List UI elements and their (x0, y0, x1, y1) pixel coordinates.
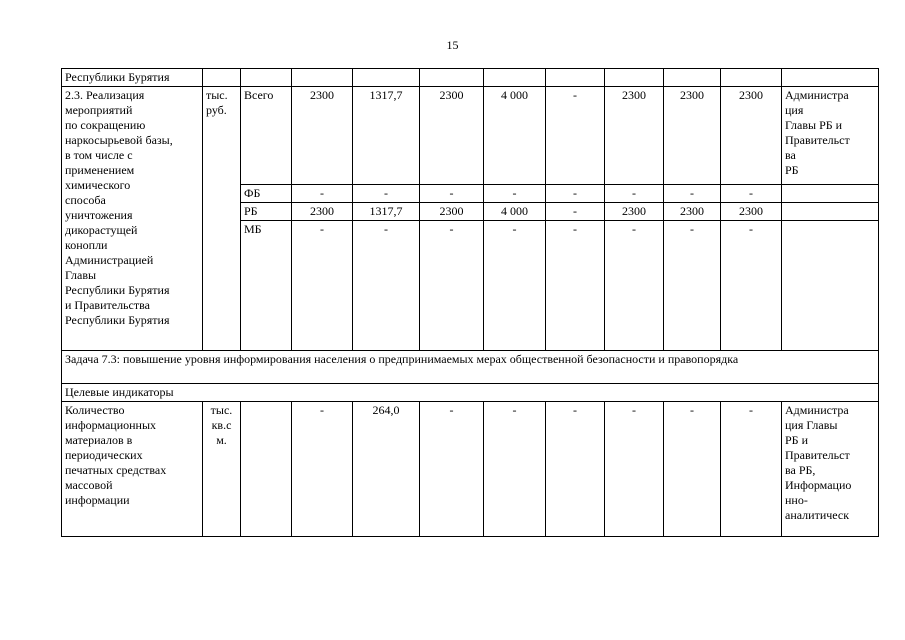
indicator-executor: Администра ция Главы РБ и Правительст ва РБ, Информацио нно- аналитическ (782, 402, 879, 537)
activity-executor: Администра ция Главы РБ и Правительст ва РБ (782, 87, 879, 185)
value-cell: 2300 (721, 203, 782, 221)
activity-unit: тыс. руб. (203, 87, 241, 351)
value-cell: 4 000 (484, 203, 546, 221)
value-cell: - (605, 221, 664, 351)
indicators-heading-row (62, 384, 879, 402)
value-cell: 1317,7 (353, 203, 420, 221)
value-cell: - (420, 221, 484, 351)
indicator-row (62, 402, 879, 537)
indicator-unit: тыс. кв.с м. (203, 402, 241, 537)
activity-title: 2.3. Реализация мероприятий по сокращению наркосырьевой базы, в том числе с применением химического способа уничтожения дикорастущей конопли Администрацией Главы Республики Бурятия и Правительства Республики Бурятия (62, 87, 203, 351)
value-cell: 1317,7 (353, 87, 420, 185)
value-cell: - (546, 185, 605, 203)
task-heading: Задача 7.3: повышение уровня информирования населения о предпринимаемых мерах общественной безопасности и правопорядка (62, 351, 879, 384)
value-cell: 2300 (420, 203, 484, 221)
value-cell: - (605, 185, 664, 203)
indicators-heading: Целевые индикаторы (62, 384, 879, 402)
value-cell: 2300 (605, 87, 664, 185)
indicator-source (241, 402, 292, 537)
continuation-row (62, 69, 879, 87)
continuation-label: Республики Бурятия (62, 69, 203, 87)
value-cell: 2300 (292, 203, 353, 221)
indicator-title: Количество информационных материалов в периодических печатных средствах массовой информации (62, 402, 203, 537)
value-cell: - (664, 221, 721, 351)
value-cell: 4 000 (484, 87, 546, 185)
value-cell: - (420, 185, 484, 203)
value-cell: - (292, 221, 353, 351)
value-cell: 2300 (721, 87, 782, 185)
value-cell: - (292, 402, 353, 537)
value-cell: 2300 (605, 203, 664, 221)
value-cell: - (353, 221, 420, 351)
task-row (62, 351, 879, 384)
value-cell: 2300 (420, 87, 484, 185)
value-cell: 2300 (292, 87, 353, 185)
source-cell: РБ (241, 203, 292, 221)
value-cell: - (484, 402, 546, 537)
value-cell: - (605, 402, 664, 537)
value-cell: - (292, 185, 353, 203)
source-cell: Всего (241, 87, 292, 185)
value-cell: - (721, 185, 782, 203)
value-cell: 2300 (664, 87, 721, 185)
value-cell: - (664, 185, 721, 203)
value-cell: - (353, 185, 420, 203)
value-cell: - (420, 402, 484, 537)
page-number: 15 (446, 38, 459, 52)
value-cell: 264,0 (353, 402, 420, 537)
activity-row-total (62, 87, 879, 185)
value-cell: - (721, 221, 782, 351)
value-cell: 2300 (664, 203, 721, 221)
program-table (61, 68, 879, 537)
value-cell: - (484, 185, 546, 203)
value-cell: - (484, 221, 546, 351)
value-cell: - (546, 221, 605, 351)
value-cell: - (546, 87, 605, 185)
value-cell: - (546, 203, 605, 221)
value-cell: - (721, 402, 782, 537)
value-cell: - (664, 402, 721, 537)
source-cell: МБ (241, 221, 292, 351)
value-cell: - (546, 402, 605, 537)
source-cell: ФБ (241, 185, 292, 203)
